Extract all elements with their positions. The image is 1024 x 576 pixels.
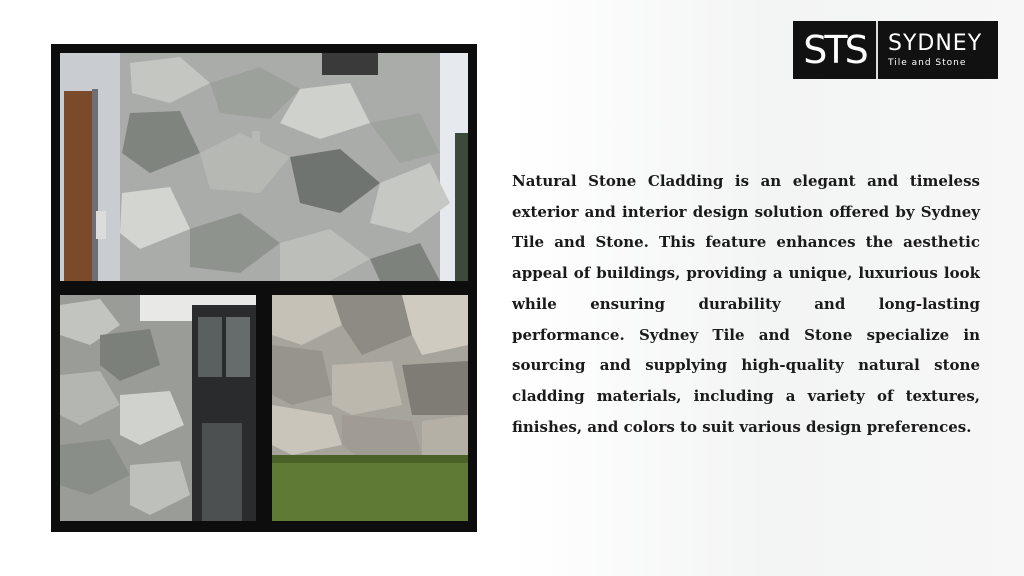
stone-wall-entry-photo <box>60 295 256 521</box>
description-text: Natural Stone Cladding is an elegant and timeless exterior and interior design solution offered by Sydney Tile and Stone. This feature enhances the aesthetic appeal of buildings, providing a unique, luxurious look while ensuring durability and long-lasting performance. Sydney Tile and Stone specialize in sourcing and supplying high-quality natural stone cladding materials, including a variety of textures, finishes, and colors to suit various design preferences. <box>512 172 980 436</box>
logo-name: SYDNEY <box>888 31 983 56</box>
photo-collage <box>51 44 477 532</box>
company-logo <box>793 21 998 79</box>
stone-wall-garden-photo <box>272 295 468 521</box>
logo-tagline: Tile and Stone <box>888 58 967 68</box>
logo-mark: STS <box>793 21 878 79</box>
stone-cladding-wall-photo <box>60 53 468 281</box>
